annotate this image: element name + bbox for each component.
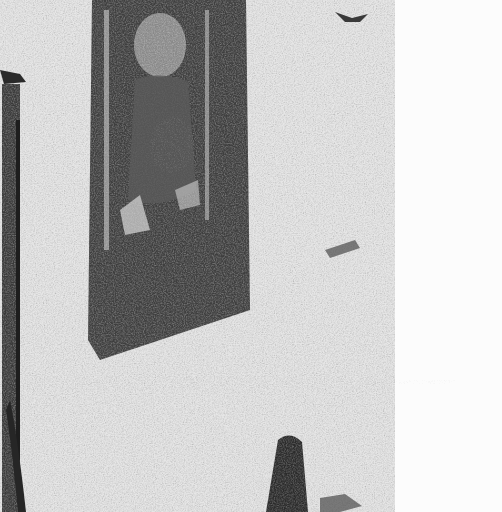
horizon-band [25, 376, 455, 390]
